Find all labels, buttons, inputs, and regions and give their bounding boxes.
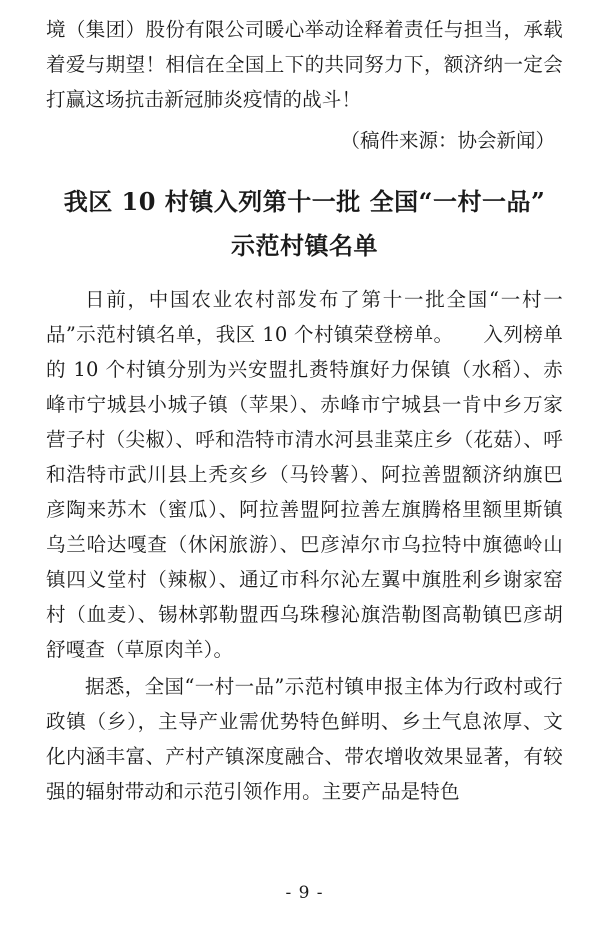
body-paragraph-2: 据悉，全国“一村一品”示范村镇申报主体为行政村或行政镇（乡），主导产业需优势特色鲜明、乡土气息浓厚、文化内涵丰富、产村产镇深度融合、带农增收效果显著，有较强的辐射带动和示范引领作用。主要产品是特色 xyxy=(46,675,563,803)
page-number: - 9 - xyxy=(285,883,324,903)
top-paragraph: 境（集团）股份有限公司暖心举动诠释着责任与担当，承载着爱与期望！相信在全国上下的共同努力下，额济纳一定会打赢这场抗击新冠肺炎疫情的战斗！ xyxy=(46,18,563,111)
headline-line-2: 示范村镇名单 xyxy=(231,231,378,260)
headline-line-1: 我区 10 村镇入列第十一批 全国“一村一品” xyxy=(63,187,546,216)
page-title xyxy=(46,180,563,268)
body-paragraph-1: 日前，中国农业农村部发布了第十一批全国“一村一品”示范村镇名单，我区 10 个村镇荣登榜单。 入列榜单的 10 个村镇分别为兴安盟扎赉特旗好力保镇（水稻）、赤峰市宁城县小城子镇（苹果）、赤峰市宁城县一肯中乡万家营子村（尖椒）、呼和浩特市清水河县韭菜庄乡（花菇）、呼和浩特市武川县上秃亥乡（马铃薯）、阿拉善盟额济纳旗巴彦陶来苏木（蜜瓜）、阿拉善盟阿拉善左旗腾格里额里斯镇乌兰哈达嘎查（休闲旅游）、巴彦淖尔市乌拉特中旗德岭山镇四义堂村（辣椒）、通辽市科尔沁左翼中旗胜利乡谢家窑村（血麦）、锡林郭勒盟西乌珠穆沁旗浩勒图高勒镇巴彦胡舒嘎查（草原肉羊）。 xyxy=(46,288,563,661)
source-attribution: （稿件来源：协会新闻） xyxy=(340,129,555,152)
article-body xyxy=(46,282,563,809)
